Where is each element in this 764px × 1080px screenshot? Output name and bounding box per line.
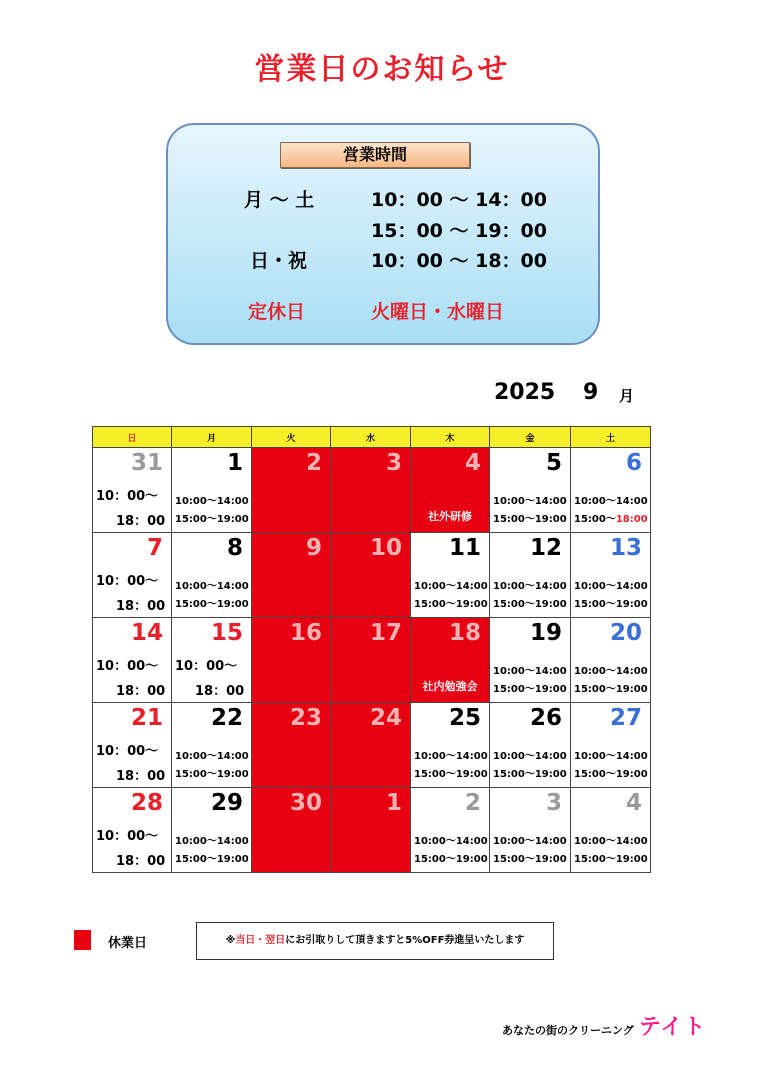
notice-prefix: ※ bbox=[225, 935, 236, 946]
day-hours-line1: 10:00～14:00 bbox=[493, 496, 567, 507]
day-hours bbox=[96, 569, 165, 619]
calendar-day-cell bbox=[411, 618, 490, 703]
day-hours-line1: 10:00～14:00 bbox=[574, 581, 648, 592]
footer-brand bbox=[502, 1010, 706, 1041]
calendar-day-cell bbox=[571, 533, 651, 618]
day-hours-line1: 10:00～14:00 bbox=[175, 581, 249, 592]
calendar-day-cell bbox=[331, 618, 411, 703]
day-hours bbox=[574, 833, 648, 869]
calendar-month-suffix: 月 bbox=[619, 387, 635, 405]
day-number: 1 bbox=[385, 790, 402, 816]
weekday-time-2: 15：00 ～ 19：00 bbox=[371, 220, 547, 242]
day-hours-line2 bbox=[574, 511, 648, 529]
day-number: 20 bbox=[609, 620, 642, 646]
weekday-header-mon: 月 bbox=[172, 427, 252, 448]
day-hours-line2: 15:00～19:00 bbox=[414, 599, 488, 610]
day-hours bbox=[414, 748, 488, 784]
calendar-day-cell bbox=[252, 703, 331, 788]
calendar-day-cell bbox=[172, 533, 252, 618]
calendar-week-row bbox=[93, 703, 651, 788]
calendar-day-cell bbox=[252, 448, 331, 533]
calendar-week-row bbox=[93, 618, 651, 703]
calendar-day-cell bbox=[252, 788, 331, 873]
day-number: 4 bbox=[625, 790, 642, 816]
notice-highlight: 当日・翌日 bbox=[235, 935, 286, 946]
day-number: 9 bbox=[305, 535, 322, 561]
day-hours-line2: 15:00～19:00 bbox=[574, 854, 648, 865]
day-hours-line1: 10:00～14:00 bbox=[493, 581, 567, 592]
day-hours bbox=[175, 833, 249, 869]
day-number: 14 bbox=[130, 620, 163, 646]
day-hours-line2-start: 15:00～ bbox=[574, 514, 616, 525]
business-hours-label: 営業時間 bbox=[280, 142, 470, 168]
closed-day-legend-swatch bbox=[74, 930, 91, 950]
calendar-day-cell bbox=[172, 788, 252, 873]
day-hours-line2-end: 18:00 bbox=[615, 514, 648, 525]
calendar-day-cell bbox=[93, 448, 172, 533]
day-hours-line2: 15:00～19:00 bbox=[175, 769, 249, 780]
calendar-day-cell bbox=[490, 788, 571, 873]
calendar-day-cell bbox=[571, 788, 651, 873]
business-calendar bbox=[92, 426, 651, 873]
day-hours-line2: 15:00～19:00 bbox=[493, 769, 567, 780]
day-hours-line2: 15:00～19:00 bbox=[414, 769, 488, 780]
day-hours bbox=[175, 748, 249, 784]
day-hours-line2: 18：00 bbox=[116, 854, 166, 869]
day-hours-line2: 18：00 bbox=[116, 599, 166, 614]
calendar-day-cell bbox=[331, 448, 411, 533]
day-hours bbox=[493, 748, 567, 784]
calendar-day-cell bbox=[252, 618, 331, 703]
day-hours-line1: 10:00～14:00 bbox=[175, 836, 249, 847]
day-hours-line1: 10:00～14:00 bbox=[574, 666, 648, 677]
notice-text: にお引取りして頂きますと5%OFF券進呈いたします bbox=[285, 935, 525, 946]
calendar-day-cell bbox=[331, 788, 411, 873]
day-hours-line2: 15:00～19:00 bbox=[574, 684, 648, 695]
day-number: 3 bbox=[385, 450, 402, 476]
day-hours-line2: 15:00～19:00 bbox=[493, 684, 567, 695]
day-hours-line1: 10：00～ bbox=[96, 744, 159, 759]
brand-logo: テイト bbox=[638, 1015, 707, 1040]
day-number: 17 bbox=[369, 620, 402, 646]
day-hours-line1: 10：00～ bbox=[175, 659, 238, 674]
calendar-day-cell bbox=[490, 533, 571, 618]
weekday-time-1: 10：00 ～ 14：00 bbox=[371, 189, 547, 211]
calendar-day-cell bbox=[172, 618, 252, 703]
calendar-day-cell bbox=[172, 448, 252, 533]
discount-notice bbox=[196, 922, 554, 960]
day-event: 社外研修 bbox=[428, 510, 472, 523]
day-hours-line1: 10:00～14:00 bbox=[493, 751, 567, 762]
day-number: 24 bbox=[369, 705, 402, 731]
day-hours-line1: 10:00～14:00 bbox=[414, 836, 488, 847]
regular-closed-days: 火曜日・水曜日 bbox=[371, 301, 505, 323]
calendar-week-row bbox=[93, 448, 651, 533]
day-number: 21 bbox=[130, 705, 163, 731]
day-hours-line2: 18：00 bbox=[195, 684, 245, 699]
weekday-header-fri: 金 bbox=[490, 427, 571, 448]
calendar-day-cell bbox=[252, 533, 331, 618]
day-hours-line2: 15:00～19:00 bbox=[493, 514, 567, 525]
business-hours-panel bbox=[166, 123, 600, 345]
day-number: 15 bbox=[210, 620, 243, 646]
day-number: 11 bbox=[448, 535, 481, 561]
day-number: 27 bbox=[609, 705, 642, 731]
day-hours-line1: 10：00～ bbox=[96, 659, 159, 674]
day-hours-line1: 10:00～14:00 bbox=[493, 836, 567, 847]
calendar-day-cell bbox=[172, 703, 252, 788]
calendar-day-cell bbox=[490, 618, 571, 703]
calendar-day-cell bbox=[411, 448, 490, 533]
calendar-day-cell bbox=[571, 618, 651, 703]
day-hours bbox=[96, 824, 165, 874]
day-hours-line1: 10:00～14:00 bbox=[175, 751, 249, 762]
day-number: 26 bbox=[529, 705, 562, 731]
weekday-header-thu: 木 bbox=[411, 427, 490, 448]
calendar-day-cell bbox=[411, 533, 490, 618]
calendar-month: 9 bbox=[583, 380, 599, 405]
day-number: 30 bbox=[289, 790, 322, 816]
day-hours-line2: 15:00～19:00 bbox=[574, 599, 648, 610]
day-number: 18 bbox=[448, 620, 481, 646]
day-hours-line2: 15:00～19:00 bbox=[493, 599, 567, 610]
day-hours-line2: 15:00～19:00 bbox=[414, 854, 488, 865]
footer-tagline: あなたの街のクリーニング bbox=[502, 1024, 634, 1037]
day-number: 29 bbox=[210, 790, 243, 816]
day-hours-line1: 10:00～14:00 bbox=[414, 751, 488, 762]
day-hours-line2: 15:00～19:00 bbox=[175, 514, 249, 525]
day-number: 31 bbox=[130, 450, 163, 476]
day-hours bbox=[175, 578, 249, 614]
calendar-week-row bbox=[93, 533, 651, 618]
day-hours-line2: 15:00～19:00 bbox=[574, 769, 648, 780]
calendar-day-cell bbox=[571, 448, 651, 533]
day-number: 6 bbox=[625, 450, 642, 476]
day-hours bbox=[574, 493, 648, 529]
day-number: 2 bbox=[464, 790, 481, 816]
day-hours-line1: 10:00～14:00 bbox=[574, 496, 648, 507]
day-hours bbox=[175, 654, 244, 704]
day-number: 8 bbox=[226, 535, 243, 561]
day-hours bbox=[493, 663, 567, 699]
day-hours bbox=[574, 578, 648, 614]
day-hours bbox=[493, 493, 567, 529]
holiday-time: 10：00 ～ 18：00 bbox=[371, 250, 547, 272]
day-event: 社内勉強会 bbox=[422, 680, 478, 693]
day-number: 4 bbox=[464, 450, 481, 476]
day-hours-line1: 10:00～14:00 bbox=[175, 496, 249, 507]
calendar-day-cell bbox=[411, 703, 490, 788]
calendar-week-row bbox=[93, 788, 651, 873]
day-number: 25 bbox=[448, 705, 481, 731]
day-number: 1 bbox=[226, 450, 243, 476]
day-hours bbox=[414, 833, 488, 869]
day-hours bbox=[493, 833, 567, 869]
calendar-day-cell bbox=[490, 703, 571, 788]
calendar-day-cell bbox=[93, 703, 172, 788]
holiday-label: 日・祝 bbox=[250, 250, 308, 272]
day-number: 2 bbox=[305, 450, 322, 476]
day-number: 22 bbox=[210, 705, 243, 731]
page-title: 営業日のお知らせ bbox=[254, 52, 510, 87]
day-number: 10 bbox=[369, 535, 402, 561]
day-hours-line2: 15:00～19:00 bbox=[493, 854, 567, 865]
day-hours-line1: 10:00～14:00 bbox=[574, 836, 648, 847]
weekday-label: 月 ～ 土 bbox=[244, 189, 315, 211]
calendar-day-cell bbox=[93, 788, 172, 873]
weekday-header-sun: 日 bbox=[93, 427, 172, 448]
day-hours-line2: 15:00～19:00 bbox=[175, 854, 249, 865]
calendar-day-cell bbox=[331, 703, 411, 788]
calendar-day-cell bbox=[490, 448, 571, 533]
weekday-header-tue: 火 bbox=[252, 427, 331, 448]
day-hours-line2: 18：00 bbox=[116, 514, 166, 529]
weekday-header-sat: 土 bbox=[571, 427, 651, 448]
day-hours bbox=[414, 578, 488, 614]
calendar-day-cell bbox=[411, 788, 490, 873]
day-hours bbox=[574, 663, 648, 699]
calendar-day-cell bbox=[331, 533, 411, 618]
day-hours-line1: 10:00～14:00 bbox=[414, 581, 488, 592]
calendar-year: 2025 bbox=[494, 380, 556, 405]
day-hours-line1: 10：00～ bbox=[96, 829, 159, 844]
day-hours bbox=[96, 654, 165, 704]
day-hours-line2: 18：00 bbox=[116, 684, 166, 699]
day-hours bbox=[96, 484, 165, 534]
day-hours-line2: 15:00～19:00 bbox=[175, 599, 249, 610]
day-number: 16 bbox=[289, 620, 322, 646]
calendar-day-cell bbox=[93, 533, 172, 618]
day-hours-line1: 10：00～ bbox=[96, 489, 159, 504]
day-hours bbox=[493, 578, 567, 614]
day-hours bbox=[574, 748, 648, 784]
day-number: 7 bbox=[146, 535, 163, 561]
day-number: 5 bbox=[545, 450, 562, 476]
day-number: 23 bbox=[289, 705, 322, 731]
day-number: 3 bbox=[545, 790, 562, 816]
day-hours-line1: 10:00～14:00 bbox=[574, 751, 648, 762]
calendar-day-cell bbox=[93, 618, 172, 703]
day-hours-line2: 18：00 bbox=[116, 769, 166, 784]
day-number: 12 bbox=[529, 535, 562, 561]
regular-closed-label: 定休日 bbox=[248, 301, 306, 323]
day-hours bbox=[96, 739, 165, 789]
day-number: 13 bbox=[609, 535, 642, 561]
closed-day-legend-label: 休業日 bbox=[108, 936, 148, 951]
weekday-header-wed: 水 bbox=[331, 427, 411, 448]
day-hours-line1: 10:00～14:00 bbox=[493, 666, 567, 677]
day-number: 19 bbox=[529, 620, 562, 646]
calendar-day-cell bbox=[571, 703, 651, 788]
day-number: 28 bbox=[130, 790, 163, 816]
weekday-header-row bbox=[93, 427, 651, 448]
day-hours-line1: 10：00～ bbox=[96, 574, 159, 589]
day-hours bbox=[175, 493, 249, 529]
